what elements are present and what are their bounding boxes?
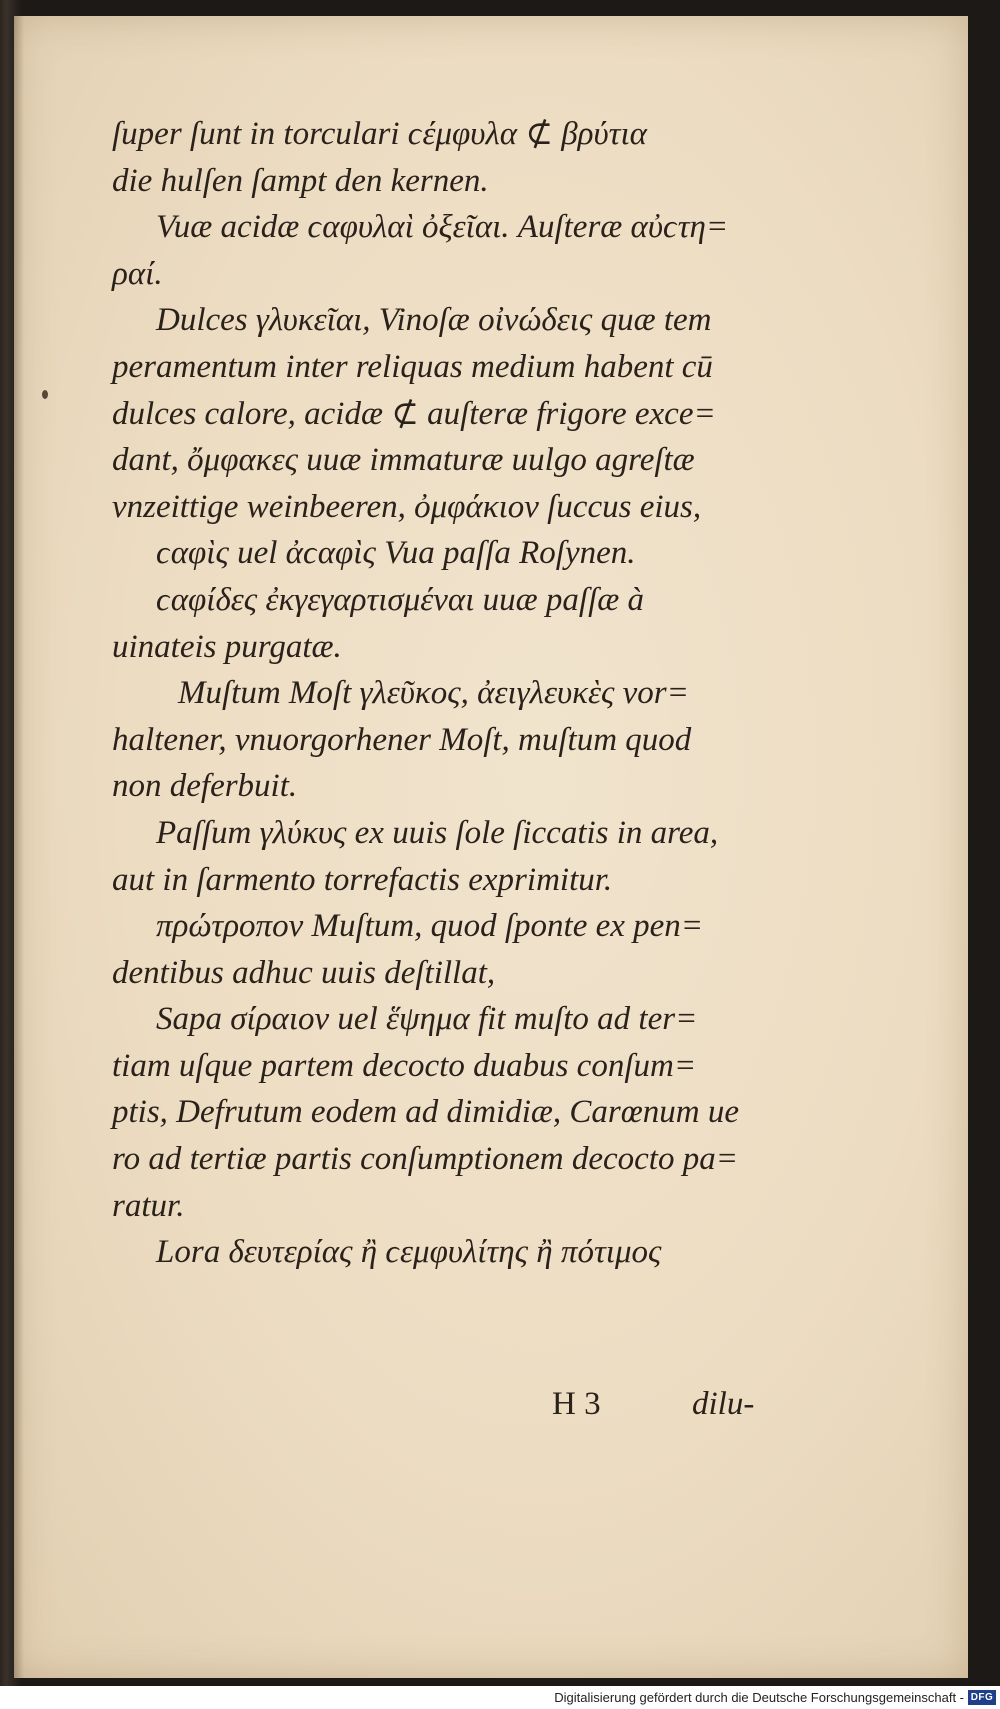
- text-line: vnzeittige weinbeeren, ὀμφάκιον ſuccus eius,: [112, 488, 702, 525]
- text-line: peramentum inter reliquas medium habent cū: [112, 348, 713, 385]
- text-line: Muſtum Moſt γλεῦκος, ἀειγλευκὲς vor=: [178, 675, 689, 712]
- text-line: dant, ὄμφακες uuæ immaturæ uulgo agreſtæ: [112, 442, 695, 479]
- text-line: uinateis purgatæ.: [112, 628, 342, 665]
- text-line: die hulſen ſampt den kernen.: [112, 162, 489, 199]
- page-gutter-shadow: [14, 16, 24, 1678]
- text-line: ratur.: [112, 1187, 185, 1224]
- dfg-credit-bar: [0, 1686, 1000, 1709]
- text-line: Vuæ acidæ ϲαφυλαὶ ὀξεῖαι. Auſteræ αὐϲτη=: [156, 209, 729, 246]
- text-line: haltener, vnuorgorhener Moſt, muſtum quod: [112, 721, 692, 758]
- text-line: non deferbuit.: [112, 768, 298, 805]
- text-line: ptis, Defrutum eodem ad dimidiæ, Carœnum ue: [112, 1094, 739, 1131]
- text-line: Lora δευτερίας ἢ ϲεμφυλίτης ἢ πότιμος: [156, 1234, 662, 1271]
- signature-mark: H 3: [552, 1386, 601, 1422]
- text-line: ϲαφίδες ἐκγεγαρτισμέναι uuæ paſſæ à: [156, 581, 645, 618]
- dfg-logo-icon: DFG: [968, 1690, 996, 1705]
- text-line: aut in ſarmento torrefactis exprimitur.: [112, 861, 613, 898]
- text-line: ſuper ſunt in torculari ϲέμφυλα ⊄ βρύτια: [112, 116, 647, 152]
- text-line: Sapa σίραιον uel ἕψημα fit muſto ad ter=: [156, 1001, 698, 1038]
- dfg-credit-text: Digitalisierung gefördert durch die Deutsche Forschungsgemeinschaft -: [554, 1690, 964, 1705]
- page-footer: [112, 1381, 812, 1427]
- catchword: dilu-: [692, 1386, 755, 1422]
- text-line: πρώτροπον Muſtum, quod ſponte ex pen=: [156, 908, 704, 945]
- ink-spot: [42, 390, 48, 399]
- text-line: ραί.: [112, 255, 163, 292]
- text-line: ro ad tertiæ partis conſumptionem decocto pa=: [112, 1141, 738, 1178]
- text-line: ϲαφὶς uel ἀϲαφὶς Vua paſſa Roſynen.: [156, 535, 636, 572]
- text-line: dentibus adhuc uuis deſtillat,: [112, 954, 496, 991]
- text-line: Dulces γλυκεῖαι, Vinoſæ οἰνώδεις quæ tem: [156, 302, 712, 339]
- page-text: [112, 111, 812, 1422]
- text-line: tiam uſque partem decocto duabus conſum=: [112, 1047, 697, 1084]
- text-line: dulces calore, acidæ ⊄ auſteræ frigore exce=: [112, 395, 716, 432]
- book-page: [14, 16, 968, 1678]
- text-line: Paſſum γλύκυς ex uuis ſole ſiccatis in area,: [156, 814, 719, 851]
